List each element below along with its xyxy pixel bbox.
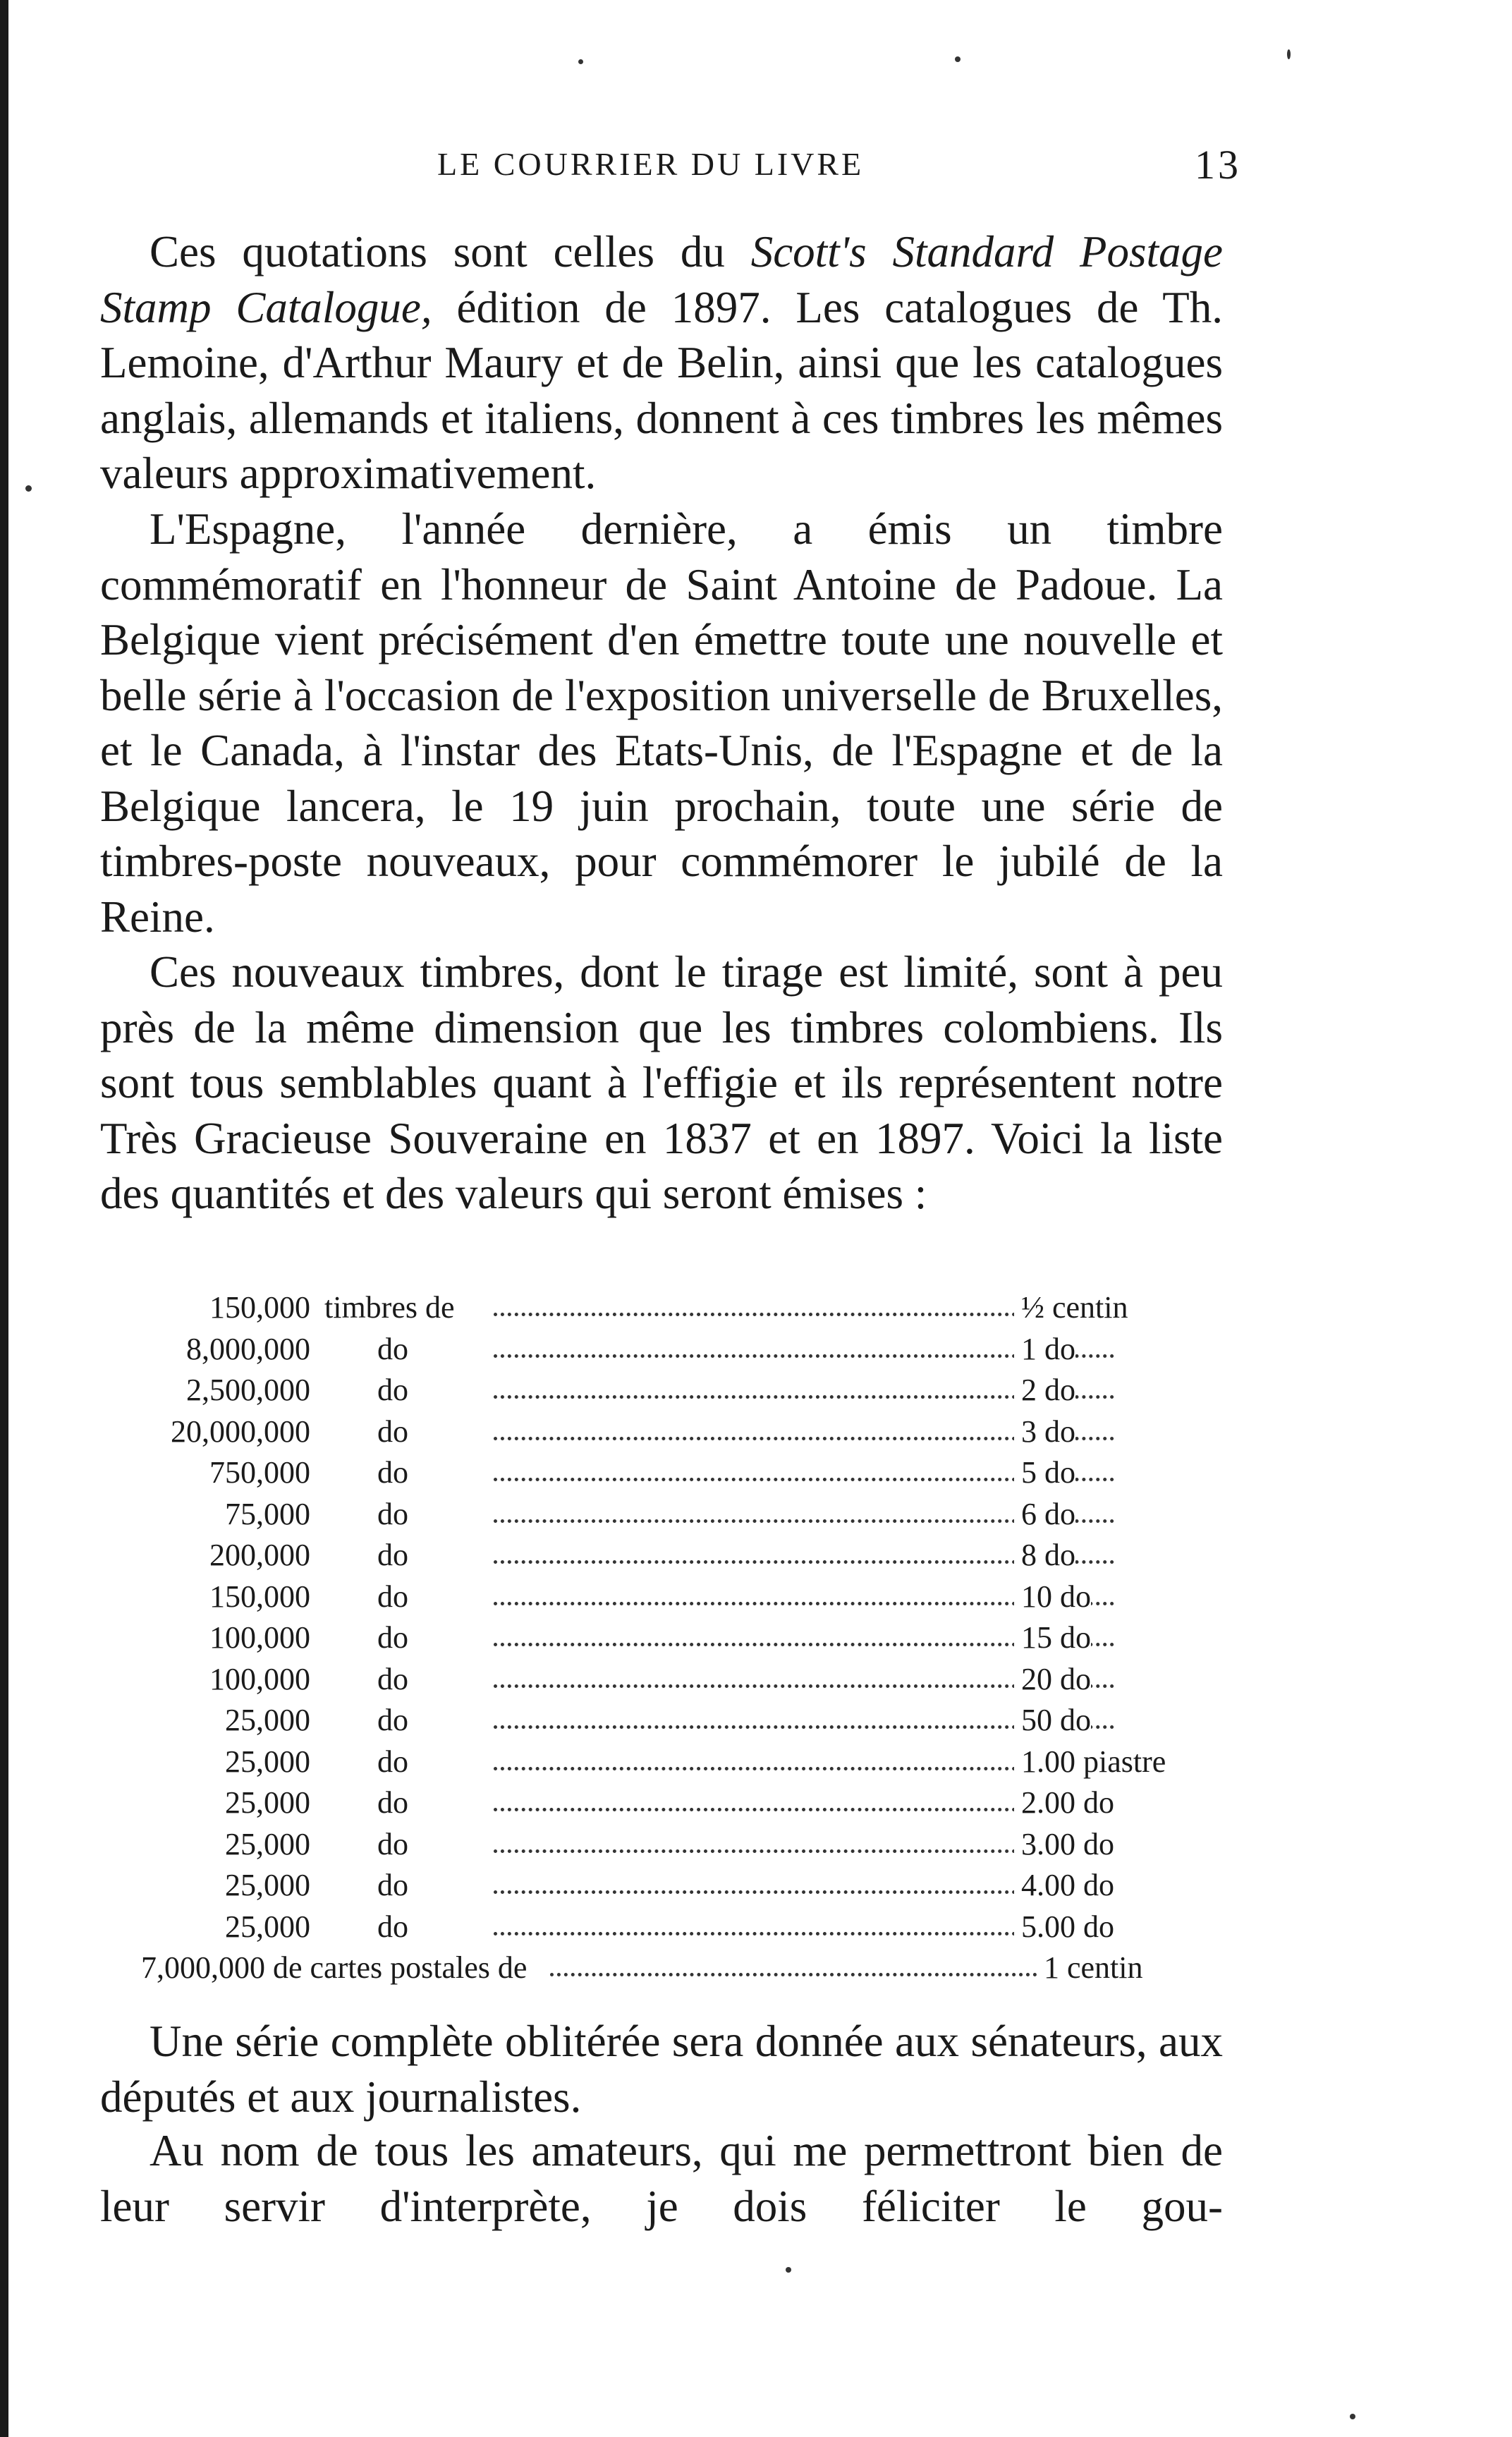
- unit-cell: do: [377, 1785, 408, 1820]
- print-speck: [955, 56, 961, 62]
- table-row: [155, 1659, 1164, 1701]
- quantity-cell: 20,000,000: [171, 1414, 310, 1449]
- denomination-cell: 15 do: [1014, 1617, 1091, 1659]
- unit-cell: do: [377, 1496, 408, 1531]
- table-row: [155, 1907, 1164, 1948]
- print-speck: [25, 485, 32, 492]
- quantity-cell: 100,000: [209, 1661, 310, 1696]
- dot-leader: [550, 1973, 1100, 1976]
- table-row: [155, 1452, 1164, 1494]
- unit-cell: do: [377, 1661, 408, 1696]
- page-binding-edge: [0, 0, 8, 2437]
- quantity-cell: 750,000: [209, 1455, 310, 1490]
- quantity-cell: 25,000: [225, 1703, 310, 1737]
- table-row: [155, 1329, 1164, 1371]
- paragraph-3: Ces nouveaux timbres, dont le tirage est limité, sont à peu près de la même dimension que les timbres colombiens. Ils sont tous semblables quant à l'effigie et ils représentent notre Très Gracieuse Souveraine en 1837 et en 1897. Voici la liste des quantités et des valeurs qui seront émises :: [100, 947, 1223, 1218]
- quantity-cell: 150,000: [209, 1290, 310, 1325]
- table-row-postcards: [141, 1947, 1164, 1989]
- unit-cell: do: [377, 1414, 408, 1449]
- stamp-quantity-table: [141, 1287, 1166, 1989]
- quantity-cell: 25,000: [225, 1909, 310, 1944]
- quantity-cell: 100,000: [209, 1620, 310, 1655]
- paragraph-1-text-start: Ces quotations sont celles du: [150, 227, 751, 276]
- table-row: [155, 1411, 1164, 1453]
- print-speck: [1350, 2414, 1355, 2419]
- denomination-cell: 2 do: [1014, 1370, 1075, 1411]
- unit-cell: do: [377, 1909, 408, 1944]
- denomination-cell: 4.00 do: [1014, 1865, 1114, 1907]
- paragraph-1-text-end: édition de 1897. Les catalogues de Th. Lemoine, d'Arthur Maury et de Belin, ainsi que les catalogues anglais, allemands et italiens, donnent à ces timbres les mêmes valeurs approximativement.: [100, 282, 1223, 498]
- paragraph-4: Une série complète oblitérée sera donnée aux sénateurs, aux députés et aux journalistes.: [100, 2017, 1223, 2122]
- quantity-cell: 75,000: [225, 1496, 310, 1531]
- table-row: [155, 1494, 1164, 1536]
- table-row: [155, 1535, 1164, 1576]
- denomination-cell: 1 centin: [1037, 1947, 1143, 1989]
- catalogue-title: Scott's Standard Postage Stamp Catalogue,: [100, 227, 1224, 332]
- table-row: [155, 1865, 1164, 1907]
- quantity-cell: 25,000: [225, 1826, 310, 1861]
- table-row: [155, 1742, 1164, 1783]
- denomination-cell: 50 do: [1014, 1700, 1091, 1742]
- quantity-cell: 2,500,000: [186, 1373, 310, 1407]
- unit-cell: do: [377, 1331, 408, 1366]
- quantity-cell: 25,000: [225, 1785, 310, 1820]
- table-row: [155, 1700, 1164, 1742]
- quantity-cell: 150,000: [209, 1579, 310, 1614]
- unit-cell: do: [377, 1455, 408, 1490]
- denomination-cell: ½ centin: [1014, 1287, 1128, 1329]
- table-row: [155, 1617, 1164, 1659]
- denomination-cell: 6 do: [1014, 1494, 1075, 1536]
- quantity-cell: 25,000: [225, 1868, 310, 1902]
- paragraph-2: L'Espagne, l'année dernière, a émis un timbre commémoratif en l'honneur de Saint Antoine de Padoue. La Belgique vient précisément d'en émettre toute une nouvelle et belle série à l'occasion de l'exposition universelle de Bruxelles, et le Canada, à l'instar des Etats-Unis, de l'Espagne et de la Belgique lancera, le 19 juin prochain, toute une série de timbres-poste nouveaux, pour commémorer le jubilé de la Reine.: [100, 504, 1223, 942]
- paragraph-1: [100, 224, 1223, 502]
- unit-cell: do: [377, 1579, 408, 1614]
- denomination-cell: 8 do: [1014, 1535, 1075, 1576]
- denomination-cell: 3 do: [1014, 1411, 1075, 1453]
- unit-cell: do: [377, 1744, 408, 1779]
- table-row: [155, 1824, 1164, 1866]
- unit-cell: do: [377, 1538, 408, 1572]
- quantity-cell: 25,000: [225, 1744, 310, 1779]
- table-row: [155, 1287, 1164, 1329]
- denomination-cell: 3.00 do: [1014, 1824, 1114, 1866]
- print-speck: [1287, 49, 1291, 59]
- unit-cell: do: [377, 1620, 408, 1655]
- unit-cell: do: [377, 1868, 408, 1902]
- denomination-cell: 10 do: [1014, 1576, 1091, 1618]
- postcard-label: 7,000,000 de cartes postales de: [141, 1947, 534, 1989]
- denomination-cell: 1 do: [1014, 1329, 1075, 1371]
- denomination-cell: 1.00 piastre: [1014, 1742, 1166, 1783]
- denomination-cell: 5 do: [1014, 1452, 1075, 1494]
- table-row: [155, 1370, 1164, 1411]
- running-head: [437, 142, 1241, 195]
- denomination-cell: 20 do: [1014, 1659, 1091, 1701]
- unit-cell: do: [377, 1703, 408, 1737]
- running-title: LE COURRIER DU LIVRE: [437, 146, 865, 182]
- print-speck: [578, 59, 583, 64]
- table-row: [155, 1576, 1164, 1618]
- quantity-cell: 8,000,000: [186, 1331, 310, 1366]
- unit-cell: do: [377, 1373, 408, 1407]
- quantity-cell: 200,000: [209, 1538, 310, 1572]
- page-number: 13: [1195, 142, 1241, 188]
- denomination-cell: 2.00 do: [1014, 1782, 1114, 1824]
- denomination-cell: 5.00 do: [1014, 1907, 1114, 1948]
- unit-cell: timbres de: [324, 1287, 462, 1329]
- unit-cell: do: [377, 1826, 408, 1861]
- paragraph-5: Au nom de tous les amateurs, qui me permettront bien de leur servir d'interprète, je dois féliciter le gou-: [100, 2126, 1223, 2231]
- table-row: [155, 1782, 1164, 1824]
- print-speck: [786, 2267, 791, 2273]
